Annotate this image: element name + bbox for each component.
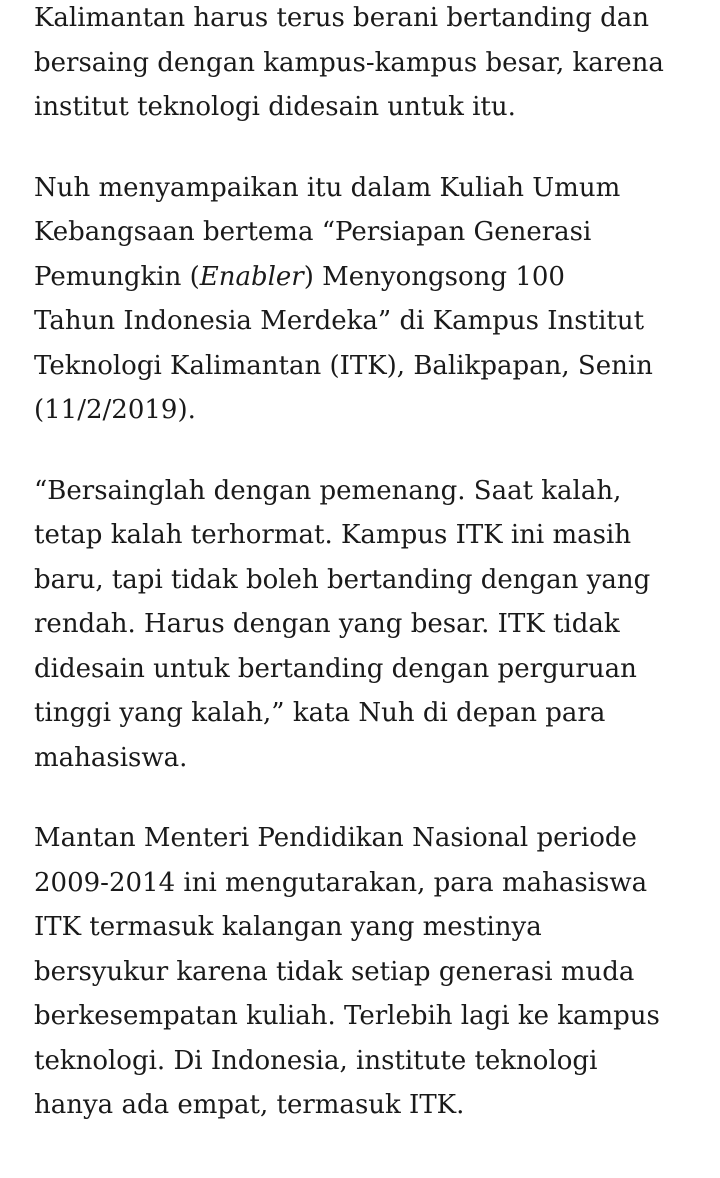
article-paragraph-3 bbox=[34, 469, 694, 781]
article-body bbox=[34, 0, 694, 1164]
paragraph-line: mahasiswa. bbox=[34, 742, 188, 773]
paragraph-line: bersyukur karena tidak setiap generasi muda bbox=[34, 956, 635, 987]
paragraph-line: “Bersainglah dengan pemenang. Saat kalah, bbox=[34, 475, 622, 506]
paragraph-line: Kalimantan harus terus berani bertanding dan bbox=[34, 3, 649, 33]
article-paragraph-2 bbox=[34, 166, 694, 433]
paragraph-line: tetap kalah terhormat. Kampus ITK ini masih bbox=[34, 520, 632, 550]
paragraph-line: hanya ada empat, termasuk ITK. bbox=[34, 1090, 465, 1120]
paragraph-line: didesain untuk bertanding dengan perguruan bbox=[34, 653, 637, 684]
paragraph-line: Teknologi Kalimantan (ITK), Balikpapan, Senin bbox=[34, 350, 653, 381]
paragraph-line: rendah. Harus dengan yang besar. ITK tidak bbox=[34, 609, 620, 639]
paragraph-line: baru, tapi tidak boleh bertanding dengan yang bbox=[34, 564, 651, 595]
paragraph-line: institut teknologi didesain untuk itu. bbox=[34, 92, 516, 122]
paragraph-line: Kebangsaan bertema “Persiapan Generasi bbox=[34, 217, 592, 247]
paragraph-line: (11/2/2019). bbox=[34, 395, 196, 425]
paragraph-line: teknologi. Di Indonesia, institute teknologi bbox=[34, 1045, 598, 1076]
paragraph-line: 2009-2014 ini mengutarakan, para mahasiswa bbox=[34, 867, 648, 898]
paragraph-line: ITK termasuk kalangan yang mestinya bbox=[34, 912, 542, 942]
paragraph-line: Pemungkin (Enabler) Menyongsong 100 bbox=[34, 261, 565, 292]
paragraph-line: Mantan Menteri Pendidikan Nasional periode bbox=[34, 823, 637, 853]
paragraph-line: Nuh menyampaikan itu dalam Kuliah Umum bbox=[34, 172, 621, 203]
italic-term: Enabler bbox=[199, 261, 304, 292]
paragraph-line: Tahun Indonesia Merdeka” di Kampus Institut bbox=[34, 306, 645, 336]
paragraph-line: tinggi yang kalah,” kata Nuh di depan para bbox=[34, 698, 606, 728]
article-paragraph-4 bbox=[34, 816, 694, 1128]
article-paragraph-1 bbox=[34, 0, 694, 130]
paragraph-line: bersaing dengan kampus-kampus besar, karena bbox=[34, 47, 664, 78]
paragraph-line: berkesempatan kuliah. Terlebih lagi ke kampus bbox=[34, 1001, 660, 1031]
